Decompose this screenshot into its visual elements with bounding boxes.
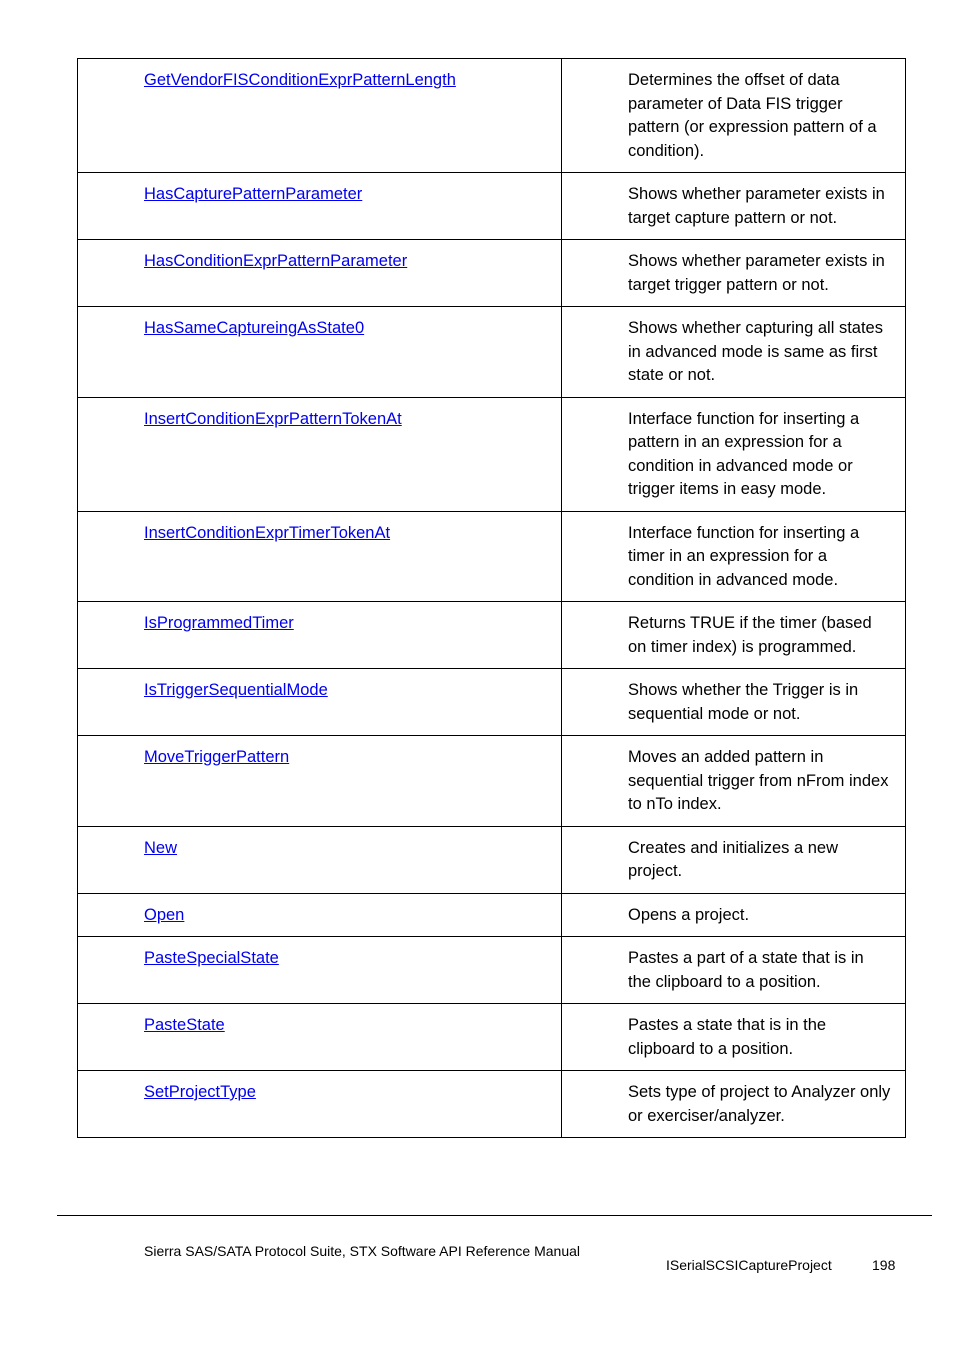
method-name-cell [78,59,562,173]
table-row [78,511,906,602]
method-name-cell [78,173,562,240]
method-description: Interface function for inserting a pattern in an expression for a condition in advanced mode or trigger items in easy mode. [562,397,906,511]
method-link[interactable]: InsertConditionExprTimerTokenAt [144,523,391,542]
method-name-cell [78,736,562,827]
table-row [78,307,906,398]
method-name-cell [78,669,562,736]
table-row [78,893,906,937]
table-row [78,602,906,669]
method-link[interactable]: HasCapturePatternParameter [144,185,363,203]
method-description: Shows whether parameter exists in target capture pattern or not. [562,173,906,240]
footer-section-name: ISerialSCSICaptureProject [666,1257,832,1273]
method-description: Interface function for inserting a timer in an expression for a condition in advanced mode. [562,511,906,602]
table-row [78,1071,906,1138]
method-name-cell [78,602,562,669]
table-row [78,1004,906,1071]
method-description: Creates and initializes a new project. [562,826,906,893]
method-description: Returns TRUE if the timer (based on timer index) is programmed. [562,602,906,669]
method-name-cell [78,937,562,1004]
method-description: Pastes a part of a state that is in the clipboard to a position. [562,937,906,1004]
method-name-cell [78,511,562,602]
method-name-cell [78,397,562,511]
method-description: Determines the offset of data parameter of Data FIS trigger pattern (or expression pattern of a condition). [562,59,906,173]
method-description: Opens a project. [562,893,906,937]
footer-page-number: 198 [872,1257,896,1273]
table-row [78,173,906,240]
method-name-cell [78,1004,562,1071]
method-name-cell [78,240,562,307]
method-name-cell [78,307,562,398]
method-description: Shows whether parameter exists in target trigger pattern or not. [562,240,906,307]
method-link[interactable]: Open [144,905,185,924]
method-description: Moves an added pattern in sequential trigger from nFrom index to nTo index. [562,736,906,827]
method-link[interactable]: PasteState [144,1016,225,1034]
method-link[interactable]: SetProjectType [144,1083,256,1101]
method-name-cell [78,893,562,937]
table-row [78,937,906,1004]
method-description: Sets type of project to Analyzer only or exerciser/analyzer. [562,1071,906,1138]
table-row [78,669,906,736]
method-link[interactable]: GetVendorFISConditionExprPatternLength [144,71,456,89]
footer-manual-title: Sierra SAS/SATA Protocol Suite, STX Software API Reference Manual [144,1243,581,1259]
method-link[interactable]: IsTriggerSequentialMode [144,681,328,699]
method-link[interactable]: InsertConditionExprPatternTokenAt [144,409,402,428]
method-name-cell [78,1071,562,1138]
method-link[interactable]: HasConditionExprPatternParameter [144,252,408,270]
table-row [78,240,906,307]
method-link[interactable]: HasSameCaptureingAsState0 [144,319,365,337]
method-link[interactable]: IsProgrammedTimer [144,614,294,632]
table-row [78,59,906,173]
table-row [78,736,906,827]
method-link[interactable]: MoveTriggerPattern [144,748,290,766]
api-method-table [77,58,906,1138]
table-row [78,826,906,893]
method-description: Pastes a state that is in the clipboard to a position. [562,1004,906,1071]
method-description: Shows whether the Trigger is in sequential mode or not. [562,669,906,736]
method-name-cell [78,826,562,893]
footer-divider [57,1215,932,1216]
method-link[interactable]: New [144,838,178,857]
table-row [78,397,906,511]
method-description: Shows whether capturing all states in advanced mode is same as first state or not. [562,307,906,398]
method-link[interactable]: PasteSpecialState [144,949,279,967]
